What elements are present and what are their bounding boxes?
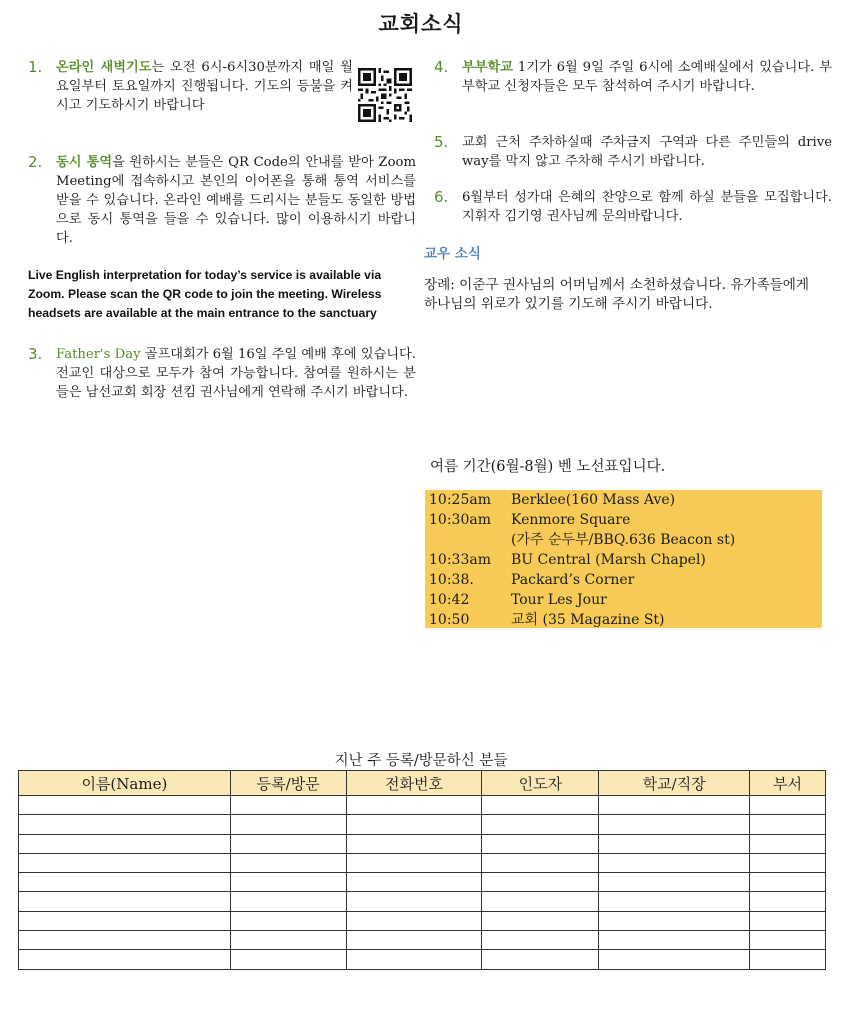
table-cell[interactable]: [482, 815, 599, 834]
table-cell[interactable]: [346, 815, 482, 834]
table-cell[interactable]: [230, 815, 346, 834]
schedule-time: 10:30am: [429, 512, 491, 528]
table-row: [19, 892, 826, 911]
registration-title: 지난 주 등록/방문하신 분들: [334, 753, 508, 769]
item-text: 1기가 6월 9일 주일 6시에 소예배실에서 있습니다. 부부학교 신청자들은 모두 참석하여 주시기 바랍니다.: [462, 60, 832, 94]
table-row: [19, 873, 826, 892]
table-cell[interactable]: [19, 834, 231, 853]
schedule-stop: Tour Les Jour: [511, 592, 607, 608]
table-cell[interactable]: [230, 950, 346, 969]
announcement-4: [434, 58, 832, 96]
table-cell[interactable]: [750, 931, 826, 950]
schedule-stop: (가주 순두부/BBQ.636 Beacon st): [511, 532, 736, 548]
table-row: [19, 911, 826, 930]
item-number: 5.: [434, 133, 449, 151]
column-header-name: 이름(Name): [19, 771, 231, 796]
table-row: [19, 950, 826, 969]
table-cell[interactable]: [346, 892, 482, 911]
member-news-text: 장례: 이준구 권사님의 어머님께서 소천하셨습니다. 유가족들에게 하나님의 위로가 있기를 기도해 주시기 바랍니다.: [424, 277, 810, 312]
item-body: [56, 153, 416, 248]
item-highlight: Father's Day: [56, 347, 141, 362]
table-cell[interactable]: [750, 873, 826, 892]
table-cell[interactable]: [346, 911, 482, 930]
schedule-stop: Kenmore Square: [511, 512, 631, 528]
item-highlight: 동시 통역: [56, 155, 113, 170]
table-cell[interactable]: [19, 873, 231, 892]
table-cell[interactable]: [750, 853, 826, 872]
table-row: [19, 853, 826, 872]
item-body: [56, 345, 416, 402]
table-cell[interactable]: [482, 873, 599, 892]
schedule-row: [425, 590, 822, 610]
table-cell[interactable]: [750, 892, 826, 911]
table-cell[interactable]: [599, 815, 750, 834]
schedule-row: [425, 530, 822, 550]
registration-body: [19, 796, 826, 970]
column-header-status: 등록/방문: [230, 771, 346, 796]
page-title: 교회소식: [378, 11, 464, 36]
english-interpretation-note: Live English interpretation for today’s service is available via Zoom. Please scan the QR code to join the meeting. Wireless headsets are available at the main entrance to the sanctuary: [28, 268, 382, 320]
table-cell[interactable]: [482, 853, 599, 872]
schedule-row: [425, 610, 822, 630]
column-header-guide: 인도자: [482, 771, 599, 796]
schedule-row: [425, 570, 822, 590]
column-header-phone: 전화번호: [346, 771, 482, 796]
table-row: [19, 815, 826, 834]
table-cell[interactable]: [750, 950, 826, 969]
item-highlight: 온라인 새벽기도: [56, 60, 152, 75]
table-row: [19, 834, 826, 853]
schedule-stop: Packard’s Corner: [511, 572, 635, 588]
table-cell[interactable]: [230, 873, 346, 892]
announcement-3: [28, 345, 416, 402]
item-body: 6월부터 성가대 은혜의 찬양으로 함께 하실 분들을 모집합니다. 지휘자 김기영 권사님께 문의바랍니다.: [462, 190, 832, 224]
schedule-row: [425, 510, 822, 530]
item-number: 2.: [28, 153, 43, 171]
table-cell[interactable]: [230, 834, 346, 853]
table-row: [19, 931, 826, 950]
table-cell[interactable]: [599, 950, 750, 969]
item-text: 는 오전 6시-6시30분까지 매일 월요일부터 토요일까지 진행됩니다. 기도의 등불을 켜시고 기도하시기 바랍니다: [56, 60, 354, 113]
table-cell[interactable]: [346, 931, 482, 950]
item-number: 1.: [28, 58, 43, 76]
table-cell[interactable]: [19, 931, 231, 950]
schedule-stop: 교회 (35 Magazine St): [511, 612, 665, 628]
van-schedule-title: 여름 기간(6월-8월) 벤 노선표입니다.: [430, 459, 666, 475]
table-cell[interactable]: [19, 892, 231, 911]
announcement-5: [434, 133, 832, 171]
table-cell[interactable]: [482, 796, 599, 815]
schedule-stop: BU Central (Marsh Chapel): [511, 552, 706, 568]
item-body: [56, 58, 353, 115]
table-cell[interactable]: [346, 834, 482, 853]
table-cell[interactable]: [599, 892, 750, 911]
table-cell[interactable]: [750, 796, 826, 815]
item-highlight: 부부학교: [462, 60, 513, 75]
item-body: 교회 근처 주차하실때 주차금지 구역과 다른 주민들의 drive way를 막지 않고 주차해 주시기 바랍니다.: [462, 135, 832, 169]
item-text: 을 원하시는 분들은 QR Code의 안내를 받아 Zoom Meeting에 접속하시고 본인의 이어폰을 통해 통역 서비스를 받을 수 있습니다. 온라인 예배를 드리시는 분들도 동일한 방법으로 동시 통역을 들을 수 있습니다. 많이 이용하시기 바랍니다.: [56, 155, 416, 246]
table-cell[interactable]: [750, 815, 826, 834]
table-cell[interactable]: [19, 796, 231, 815]
item-text: 골프대회가 6월 16일 주일 예배 후에 있습니다. 전교인 대상으로 모두가 참여 가능합니다. 참여를 원하시는 분들은 남선교회 회장 션킴 권사님에게 연락해 주시기 바랍니다.: [56, 347, 416, 400]
announcement-1: [28, 58, 353, 115]
table-cell[interactable]: [599, 853, 750, 872]
table-cell[interactable]: [599, 873, 750, 892]
table-cell[interactable]: [19, 950, 231, 969]
table-cell[interactable]: [599, 911, 750, 930]
item-body: [462, 58, 832, 96]
schedule-time: 10:25am: [429, 492, 491, 508]
table-cell[interactable]: [750, 911, 826, 930]
table-cell[interactable]: [750, 834, 826, 853]
qr-code-icon[interactable]: [358, 68, 412, 122]
column-header-school-work: 학교/직장: [599, 771, 750, 796]
table-cell[interactable]: [230, 853, 346, 872]
schedule-time: 10:42: [429, 592, 470, 608]
table-cell[interactable]: [482, 931, 599, 950]
item-number: 6.: [434, 188, 449, 206]
schedule-row: [425, 550, 822, 570]
table-cell[interactable]: [230, 796, 346, 815]
schedule-stop: Berklee(160 Mass Ave): [511, 492, 676, 508]
table-cell[interactable]: [19, 853, 231, 872]
announcement-2: [28, 153, 416, 248]
item-number: 4.: [434, 58, 449, 76]
column-header-department: 부서: [750, 771, 826, 796]
table-cell[interactable]: [230, 911, 346, 930]
table-cell[interactable]: [599, 796, 750, 815]
van-schedule-table: [425, 490, 822, 628]
table-cell[interactable]: [482, 911, 599, 930]
table-cell[interactable]: [482, 834, 599, 853]
table-row: [19, 796, 826, 815]
table-cell[interactable]: [482, 892, 599, 911]
table-header-row: [19, 771, 826, 796]
table-cell[interactable]: [19, 911, 231, 930]
table-cell[interactable]: [230, 931, 346, 950]
table-cell[interactable]: [230, 892, 346, 911]
item-number: 3.: [28, 345, 43, 363]
table-cell[interactable]: [19, 815, 231, 834]
table-cell[interactable]: [599, 931, 750, 950]
schedule-time: 10:50: [429, 612, 470, 628]
schedule-row: [425, 490, 822, 510]
registration-table: [18, 770, 826, 970]
table-cell[interactable]: [346, 950, 482, 969]
table-cell[interactable]: [346, 873, 482, 892]
table-cell[interactable]: [482, 950, 599, 969]
member-news-heading: 교우 소식: [424, 246, 481, 262]
table-cell[interactable]: [346, 796, 482, 815]
announcement-6: [434, 188, 832, 226]
schedule-time: 10:33am: [429, 552, 491, 568]
schedule-time: 10:38.: [429, 572, 474, 588]
table-cell[interactable]: [346, 853, 482, 872]
table-cell[interactable]: [599, 834, 750, 853]
